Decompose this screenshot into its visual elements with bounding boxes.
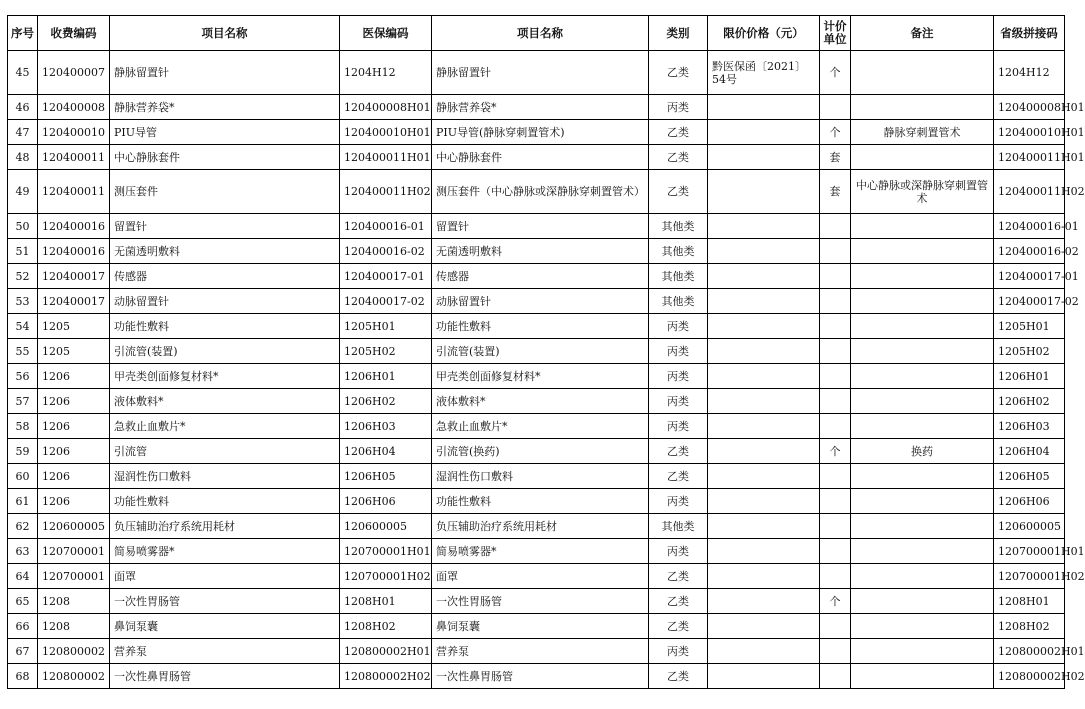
cell-insurance-item-name: 面罩 [432,564,649,589]
cell-category: 乙类 [649,614,708,639]
cell-insurance-item-name: 液体敷料* [432,389,649,414]
cell-item-name: 功能性敷料 [110,314,340,339]
cell-price [708,145,820,170]
cell-unit [820,289,851,314]
cell-item-name: 功能性敷料 [110,489,340,514]
table-row [8,214,1065,239]
cell-provincial-code: 1206H05 [994,464,1065,489]
cell-price [708,170,820,214]
cell-seq: 55 [8,339,38,364]
cell-price [708,214,820,239]
cell-insurance-item-name: 营养泵 [432,639,649,664]
cell-item-name: 负压辅助治疗系统用耗材 [110,514,340,539]
cell-price [708,95,820,120]
table-row [8,614,1065,639]
table-row [8,120,1065,145]
cell-provincial-code: 120400008H01 [994,95,1065,120]
cell-category: 乙类 [649,564,708,589]
cell-note [851,264,994,289]
table-row [8,339,1065,364]
table-row [8,589,1065,614]
header-item-name: 项目名称 [110,16,340,51]
cell-insurance-item-name: 湿润性伤口敷料 [432,464,649,489]
cell-provincial-code: 1206H01 [994,364,1065,389]
cell-insurance-item-name: 功能性敷料 [432,314,649,339]
cell-category: 其他类 [649,289,708,314]
cell-price [708,264,820,289]
cell-category: 丙类 [649,389,708,414]
cell-fee-code: 1206 [38,489,110,514]
cell-note [851,214,994,239]
cell-unit [820,214,851,239]
cell-fee-code: 120400017 [38,264,110,289]
cell-provincial-code: 1208H01 [994,589,1065,614]
cell-unit: 套 [820,145,851,170]
cell-item-name: 液体敷料* [110,389,340,414]
table-row [8,170,1065,214]
cell-provincial-code: 1204H12 [994,51,1065,95]
cell-note [851,589,994,614]
cell-unit [820,664,851,689]
cell-provincial-code: 120700001H02 [994,564,1065,589]
cell-fee-code: 120400011 [38,145,110,170]
cell-insurance-code: 120400016-01 [340,214,432,239]
cell-price [708,514,820,539]
table-row [8,314,1065,339]
cell-unit [820,489,851,514]
cell-provincial-code: 1206H04 [994,439,1065,464]
table-row [8,639,1065,664]
cell-provincial-code: 120800002H02 [994,664,1065,689]
cell-unit [820,639,851,664]
cell-seq: 48 [8,145,38,170]
cell-unit [820,614,851,639]
header-seq: 序号 [8,16,38,51]
cell-seq: 52 [8,264,38,289]
cell-category: 其他类 [649,264,708,289]
cell-insurance-item-name: 功能性敷料 [432,489,649,514]
cell-category: 乙类 [649,120,708,145]
cell-fee-code: 1206 [38,414,110,439]
cell-provincial-code: 120400017-02 [994,289,1065,314]
cell-insurance-code: 1206H02 [340,389,432,414]
cell-seq: 58 [8,414,38,439]
cell-item-name: 急救止血敷片* [110,414,340,439]
cell-item-name: 鼻饲泵囊 [110,614,340,639]
cell-insurance-code: 1206H06 [340,489,432,514]
cell-note: 换药 [851,439,994,464]
cell-note [851,145,994,170]
cell-category: 乙类 [649,464,708,489]
cell-insurance-code: 120400011H01 [340,145,432,170]
cell-category: 乙类 [649,145,708,170]
cell-item-name: 营养泵 [110,639,340,664]
cell-price [708,339,820,364]
table-row [8,239,1065,264]
cell-price [708,414,820,439]
cell-fee-code: 120700001 [38,539,110,564]
cell-fee-code: 120400010 [38,120,110,145]
cell-provincial-code: 1206H02 [994,389,1065,414]
cell-provincial-code: 1205H02 [994,339,1065,364]
cell-insurance-code: 1206H01 [340,364,432,389]
cell-provincial-code: 120400016-02 [994,239,1065,264]
cell-price [708,639,820,664]
header-insurance-item-name: 项目名称 [432,16,649,51]
cell-seq: 56 [8,364,38,389]
cell-price [708,389,820,414]
cell-seq: 49 [8,170,38,214]
cell-seq: 61 [8,489,38,514]
cell-note [851,489,994,514]
cell-item-name: 一次性胃肠管 [110,589,340,614]
cell-provincial-code: 120400017-01 [994,264,1065,289]
cell-insurance-code: 1206H05 [340,464,432,489]
cell-category: 丙类 [649,314,708,339]
cell-unit [820,414,851,439]
cell-note [851,95,994,120]
cell-fee-code: 1206 [38,464,110,489]
cell-insurance-item-name: 测压套件（中心静脉或深静脉穿刺置管术） [432,170,649,214]
cell-note [851,639,994,664]
table-row [8,564,1065,589]
cell-insurance-item-name: 鼻饲泵囊 [432,614,649,639]
cell-fee-code: 1206 [38,389,110,414]
cell-insurance-item-name: 无菌透明敷料 [432,239,649,264]
cell-fee-code: 1208 [38,589,110,614]
cell-unit: 个 [820,51,851,95]
cell-price [708,614,820,639]
cell-insurance-code: 1206H04 [340,439,432,464]
cell-item-name: 引流管 [110,439,340,464]
cell-insurance-code: 120800002H01 [340,639,432,664]
cell-seq: 65 [8,589,38,614]
cell-price [708,314,820,339]
header-category: 类别 [649,16,708,51]
cell-note [851,289,994,314]
cell-price [708,289,820,314]
cell-seq: 67 [8,639,38,664]
cell-insurance-item-name: 静脉留置针 [432,51,649,95]
consumables-table [7,15,1085,689]
cell-price: 黔医保函〔2021〕54号 [708,51,820,95]
cell-note [851,364,994,389]
cell-seq: 68 [8,664,38,689]
cell-insurance-item-name: 简易喷雾器* [432,539,649,564]
table-row [8,51,1065,95]
cell-insurance-item-name: 甲壳类创面修复材料* [432,364,649,389]
cell-price [708,489,820,514]
header-insurance-code: 医保编码 [340,16,432,51]
cell-unit [820,514,851,539]
cell-category: 丙类 [649,489,708,514]
table-row [8,514,1065,539]
cell-provincial-code: 120400011H01 [994,145,1065,170]
cell-seq: 63 [8,539,38,564]
cell-seq: 59 [8,439,38,464]
cell-category: 丙类 [649,339,708,364]
cell-item-name: 动脉留置针 [110,289,340,314]
cell-provincial-code: 120400016-01 [994,214,1065,239]
cell-price [708,464,820,489]
cell-note [851,539,994,564]
cell-provincial-code: 1206H03 [994,414,1065,439]
cell-insurance-code: 120800002H02 [340,664,432,689]
cell-price [708,439,820,464]
cell-item-name: 面罩 [110,564,340,589]
cell-fee-code: 120400011 [38,170,110,214]
cell-insurance-code: 120400008H01 [340,95,432,120]
cell-item-name: 留置针 [110,214,340,239]
cell-insurance-code: 120700001H01 [340,539,432,564]
cell-category: 丙类 [649,539,708,564]
table-row [8,464,1065,489]
cell-insurance-code: 120400017-01 [340,264,432,289]
header-fee-code: 收费编码 [38,16,110,51]
cell-provincial-code: 1208H02 [994,614,1065,639]
cell-insurance-item-name: 留置针 [432,214,649,239]
cell-insurance-item-name: 引流管(换药) [432,439,649,464]
table-row [8,145,1065,170]
cell-insurance-code: 1205H01 [340,314,432,339]
cell-item-name: 中心静脉套件 [110,145,340,170]
cell-category: 其他类 [649,239,708,264]
table-row [8,289,1065,314]
cell-price [708,364,820,389]
cell-fee-code: 120800002 [38,664,110,689]
cell-provincial-code: 1206H06 [994,489,1065,514]
cell-unit: 个 [820,120,851,145]
cell-unit [820,264,851,289]
cell-seq: 62 [8,514,38,539]
table-row [8,95,1065,120]
cell-insurance-item-name: 负压辅助治疗系统用耗材 [432,514,649,539]
cell-unit [820,339,851,364]
cell-item-name: 湿润性伤口敷料 [110,464,340,489]
cell-seq: 46 [8,95,38,120]
cell-price [708,589,820,614]
cell-fee-code: 120400008 [38,95,110,120]
cell-insurance-item-name: PIU导管(静脉穿刺置管术) [432,120,649,145]
cell-fee-code: 1205 [38,339,110,364]
cell-item-name: PIU导管 [110,120,340,145]
cell-note [851,664,994,689]
cell-insurance-code: 1208H02 [340,614,432,639]
cell-insurance-item-name: 动脉留置针 [432,289,649,314]
cell-fee-code: 120400016 [38,214,110,239]
cell-insurance-code: 120600005 [340,514,432,539]
cell-seq: 53 [8,289,38,314]
cell-insurance-item-name: 传感器 [432,264,649,289]
cell-insurance-item-name: 引流管(装置) [432,339,649,364]
cell-price [708,239,820,264]
table-row [8,664,1065,689]
cell-provincial-code: 120400011H02 [994,170,1065,214]
cell-insurance-item-name: 中心静脉套件 [432,145,649,170]
cell-unit: 个 [820,439,851,464]
cell-fee-code: 120400016 [38,239,110,264]
cell-unit [820,364,851,389]
cell-unit: 套 [820,170,851,214]
cell-category: 丙类 [649,364,708,389]
cell-category: 其他类 [649,214,708,239]
cell-provincial-code: 120800002H01 [994,639,1065,664]
cell-category: 乙类 [649,664,708,689]
cell-unit [820,539,851,564]
cell-price [708,664,820,689]
cell-item-name: 无菌透明敷料 [110,239,340,264]
cell-insurance-item-name: 静脉营养袋* [432,95,649,120]
cell-seq: 60 [8,464,38,489]
table-body [8,51,1085,689]
cell-insurance-code: 120400016-02 [340,239,432,264]
table-row [8,539,1065,564]
cell-provincial-code: 120700001H01 [994,539,1065,564]
cell-category: 乙类 [649,51,708,95]
cell-note [851,514,994,539]
cell-insurance-item-name: 一次性鼻胃肠管 [432,664,649,689]
cell-seq: 45 [8,51,38,95]
cell-note [851,389,994,414]
cell-unit: 个 [820,589,851,614]
cell-note [851,564,994,589]
cell-unit [820,314,851,339]
cell-unit [820,564,851,589]
cell-fee-code: 120400007 [38,51,110,95]
cell-note [851,414,994,439]
cell-seq: 57 [8,389,38,414]
cell-seq: 64 [8,564,38,589]
table-row [8,489,1065,514]
cell-provincial-code: 120600005 [994,514,1065,539]
cell-insurance-code: 120400017-02 [340,289,432,314]
cell-item-name: 一次性鼻胃肠管 [110,664,340,689]
cell-item-name: 传感器 [110,264,340,289]
cell-category: 其他类 [649,514,708,539]
cell-fee-code: 120400017 [38,289,110,314]
cell-item-name: 静脉营养袋* [110,95,340,120]
cell-fee-code: 120700001 [38,564,110,589]
cell-item-name: 简易喷雾器* [110,539,340,564]
cell-seq: 47 [8,120,38,145]
header-note: 备注 [851,16,994,51]
cell-seq: 50 [8,214,38,239]
cell-category: 丙类 [649,414,708,439]
cell-category: 乙类 [649,439,708,464]
cell-insurance-item-name: 急救止血敷片* [432,414,649,439]
cell-fee-code: 1208 [38,614,110,639]
cell-fee-code: 1205 [38,314,110,339]
cell-fee-code: 1206 [38,439,110,464]
cell-seq: 66 [8,614,38,639]
price-list-sheet [7,15,1085,689]
cell-note: 中心静脉或深静脉穿刺置管术 [851,170,994,214]
cell-price [708,564,820,589]
cell-seq: 51 [8,239,38,264]
cell-note [851,614,994,639]
cell-insurance-code: 1204H12 [340,51,432,95]
cell-insurance-item-name: 一次性胃肠管 [432,589,649,614]
cell-category: 乙类 [649,589,708,614]
cell-item-name: 测压套件 [110,170,340,214]
header-unit: 计价单位 [820,16,851,51]
cell-unit [820,389,851,414]
cell-insurance-code: 1208H01 [340,589,432,614]
table-row [8,439,1065,464]
table-row [8,364,1065,389]
cell-fee-code: 120800002 [38,639,110,664]
cell-insurance-code: 120400011H02 [340,170,432,214]
cell-unit [820,239,851,264]
cell-note [851,314,994,339]
cell-note [851,339,994,364]
cell-unit [820,95,851,120]
cell-price [708,120,820,145]
cell-fee-code: 120600005 [38,514,110,539]
cell-insurance-code: 1205H02 [340,339,432,364]
cell-insurance-code: 120700001H02 [340,564,432,589]
header-provincial-code: 省级拼接码 [994,16,1065,51]
table-row [8,264,1065,289]
cell-item-name: 甲壳类创面修复材料* [110,364,340,389]
table-row [8,414,1065,439]
cell-provincial-code: 1205H01 [994,314,1065,339]
header-row [8,16,1065,51]
cell-item-name: 引流管(装置) [110,339,340,364]
cell-item-name: 静脉留置针 [110,51,340,95]
cell-note [851,464,994,489]
table-row [8,389,1065,414]
cell-fee-code: 1206 [38,364,110,389]
cell-insurance-code: 1206H03 [340,414,432,439]
cell-note: 静脉穿刺置管术 [851,120,994,145]
cell-seq: 54 [8,314,38,339]
cell-category: 乙类 [649,170,708,214]
cell-provincial-code: 120400010H01 [994,120,1065,145]
cell-category: 丙类 [649,95,708,120]
cell-unit [820,464,851,489]
cell-insurance-code: 120400010H01 [340,120,432,145]
cell-note [851,51,994,95]
cell-note [851,239,994,264]
header-price: 限价价格（元） [708,16,820,51]
cell-price [708,539,820,564]
cell-category: 丙类 [649,639,708,664]
